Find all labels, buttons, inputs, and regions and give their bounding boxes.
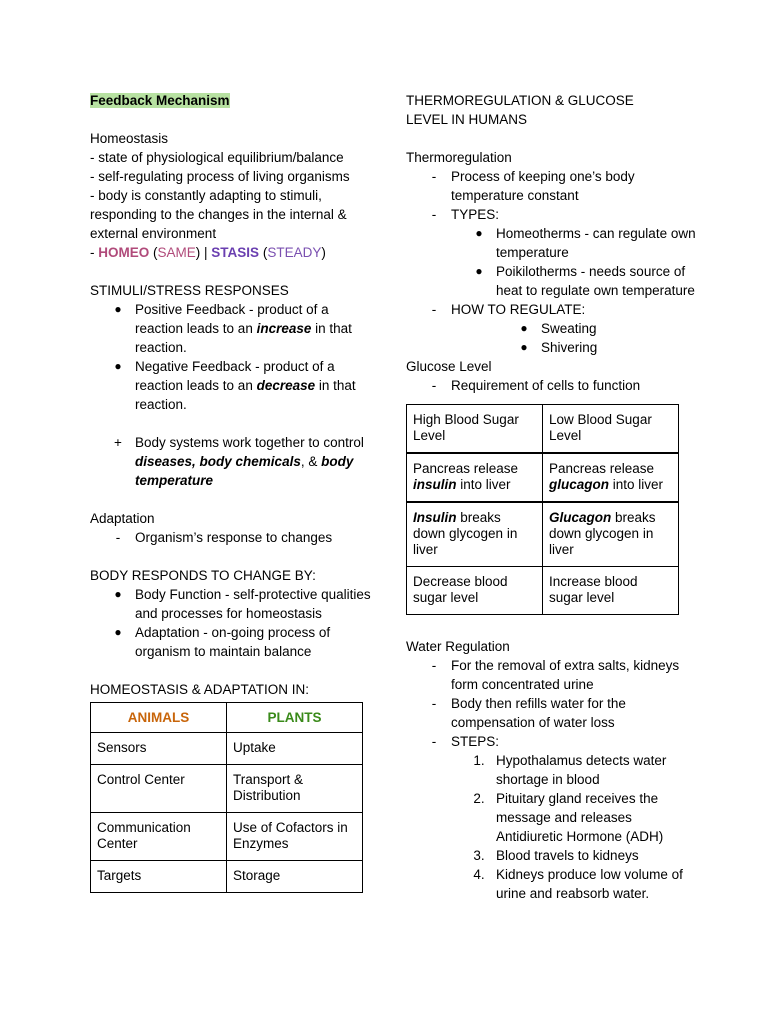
- title-highlight: Feedback Mechanism: [90, 93, 230, 108]
- table-row: [91, 813, 363, 861]
- table-cell: Communication Center: [91, 813, 227, 861]
- homeostasis-adaptation-heading: HOMEOSTASIS & ADAPTATION IN:: [90, 682, 310, 697]
- table-cell: Sensors: [91, 733, 227, 765]
- table-cell: Use of Cofactors in Enzymes: [227, 813, 363, 861]
- dash-icon: -: [431, 658, 437, 673]
- table-header-row: [91, 703, 363, 733]
- water-regulation-heading: Water Regulation: [406, 639, 510, 654]
- table-cell: Increase blood sugar level: [543, 567, 679, 615]
- homeo-word: HOMEO: [98, 245, 150, 260]
- list-item: ● Shivering: [406, 338, 696, 357]
- step-item: 2. Pituitary gland receives the message and releases Antidiuretic Hormone (ADH): [406, 789, 696, 846]
- list-item: ● Negative Feedback - product of a reaction leads to an decrease in that reaction.: [90, 357, 380, 414]
- table-row: [91, 765, 363, 813]
- animals-header: ANIMALS: [91, 703, 227, 733]
- table-cell: Transport & Distribution: [227, 765, 363, 813]
- step-number: 4.: [473, 867, 485, 882]
- table-cell: Pancreas release glucagon into liver: [543, 453, 679, 502]
- table-header-row: [407, 405, 679, 454]
- list-item: - TYPES:: [406, 205, 696, 224]
- plants-header: PLANTS: [227, 703, 363, 733]
- table-cell: Control Center: [91, 765, 227, 813]
- bullet-icon: ●: [114, 359, 122, 373]
- glucose-heading: Glucose Level: [406, 359, 492, 374]
- bullet-icon: ●: [520, 340, 528, 354]
- bullet-icon: ●: [114, 587, 122, 601]
- bullet-icon: ●: [475, 264, 483, 278]
- dash-icon: -: [431, 169, 437, 184]
- list-item: - Requirement of cells to function: [406, 376, 696, 395]
- list-item: - Body then refills water for the compensation of water loss: [406, 694, 696, 732]
- bullet-icon: ●: [475, 226, 483, 240]
- list-item: - For the removal of extra salts, kidneys form concentrated urine: [406, 656, 696, 694]
- list-item: ● Sweating: [406, 319, 696, 338]
- step-number: 3.: [473, 848, 485, 863]
- dash-icon: -: [431, 696, 437, 711]
- homeo-stasis-line: - HOMEO (SAME) | STASIS (STEADY): [90, 245, 326, 260]
- blood-sugar-table: [406, 404, 679, 615]
- bullet-icon: ●: [520, 321, 528, 335]
- list-item: - Organism’s response to changes: [90, 528, 380, 547]
- dash-icon: -: [431, 378, 437, 393]
- homeostasis-line: - body is constantly adapting to stimuli, responding to the changes in the internal & external environment: [90, 188, 347, 241]
- steady-word: STEADY: [267, 245, 322, 260]
- right-column: [406, 91, 696, 903]
- plus-icon: +: [114, 435, 122, 450]
- table-row: [91, 733, 363, 765]
- dash-icon: -: [431, 734, 437, 749]
- stasis-word: STASIS: [211, 245, 260, 260]
- bullet-icon: ●: [114, 302, 122, 316]
- step-number: 1.: [473, 753, 485, 768]
- table-row: [407, 453, 679, 502]
- thermoregulation-heading: Thermoregulation: [406, 150, 512, 165]
- table-cell: Storage: [227, 861, 363, 893]
- homeostasis-heading: Homeostasis: [90, 131, 169, 146]
- list-item: - STEPS:: [406, 732, 696, 751]
- step-item: 4. Kidneys produce low volume of urine and reabsorb water.: [406, 865, 696, 903]
- section-title: [90, 91, 380, 110]
- list-item: + Body systems work together to control diseases, body chemicals, & body temperature: [90, 433, 380, 490]
- low-sugar-header: Low Blood Sugar Level: [543, 405, 679, 454]
- adaptation-heading: Adaptation: [90, 511, 155, 526]
- table-row: [407, 567, 679, 615]
- dash-icon: -: [431, 302, 437, 317]
- body-responds-heading: BODY RESPONDS TO CHANGE BY:: [90, 568, 316, 583]
- section-title: THERMOREGULATION & GLUCOSE LEVEL IN HUMANS: [406, 93, 634, 127]
- table-cell: Targets: [91, 861, 227, 893]
- table-row: [91, 861, 363, 893]
- dash-icon: -: [115, 530, 121, 545]
- step-item: 3. Blood travels to kidneys: [406, 846, 696, 865]
- list-item: ● Positive Feedback - product of a reaction leads to an increase in that reaction.: [90, 300, 380, 357]
- step-number: 2.: [473, 791, 485, 806]
- animals-plants-table: [90, 702, 363, 893]
- table-cell: Insulin breaks down glycogen in liver: [407, 502, 543, 567]
- high-sugar-header: High Blood Sugar Level: [407, 405, 543, 454]
- same-word: SAME: [157, 245, 196, 260]
- step-item: 1. Hypothalamus detects water shortage in blood: [406, 751, 696, 789]
- list-item: ● Adaptation - on-going process of organism to maintain balance: [90, 623, 380, 661]
- stimuli-heading: STIMULI/STRESS RESPONSES: [90, 283, 289, 298]
- table-cell: Glucagon breaks down glycogen in liver: [543, 502, 679, 567]
- table-cell: Decrease blood sugar level: [407, 567, 543, 615]
- dash-icon: -: [431, 207, 437, 222]
- bullet-icon: ●: [114, 625, 122, 639]
- homeostasis-line: - self-regulating process of living organisms: [90, 169, 350, 184]
- list-item: ● Poikilotherms - needs source of heat to regulate own temperature: [406, 262, 696, 300]
- list-item: - HOW TO REGULATE:: [406, 300, 696, 319]
- left-column: [90, 91, 380, 893]
- table-cell: Pancreas release insulin into liver: [407, 453, 543, 502]
- homeostasis-line: - state of physiological equilibrium/balance: [90, 150, 344, 165]
- list-item: - Process of keeping one’s body temperature constant: [406, 167, 696, 205]
- table-row: [407, 502, 679, 567]
- table-cell: Uptake: [227, 733, 363, 765]
- list-item: ● Homeotherms - can regulate own temperature: [406, 224, 696, 262]
- list-item: ● Body Function - self-protective qualities and processes for homeostasis: [90, 585, 380, 623]
